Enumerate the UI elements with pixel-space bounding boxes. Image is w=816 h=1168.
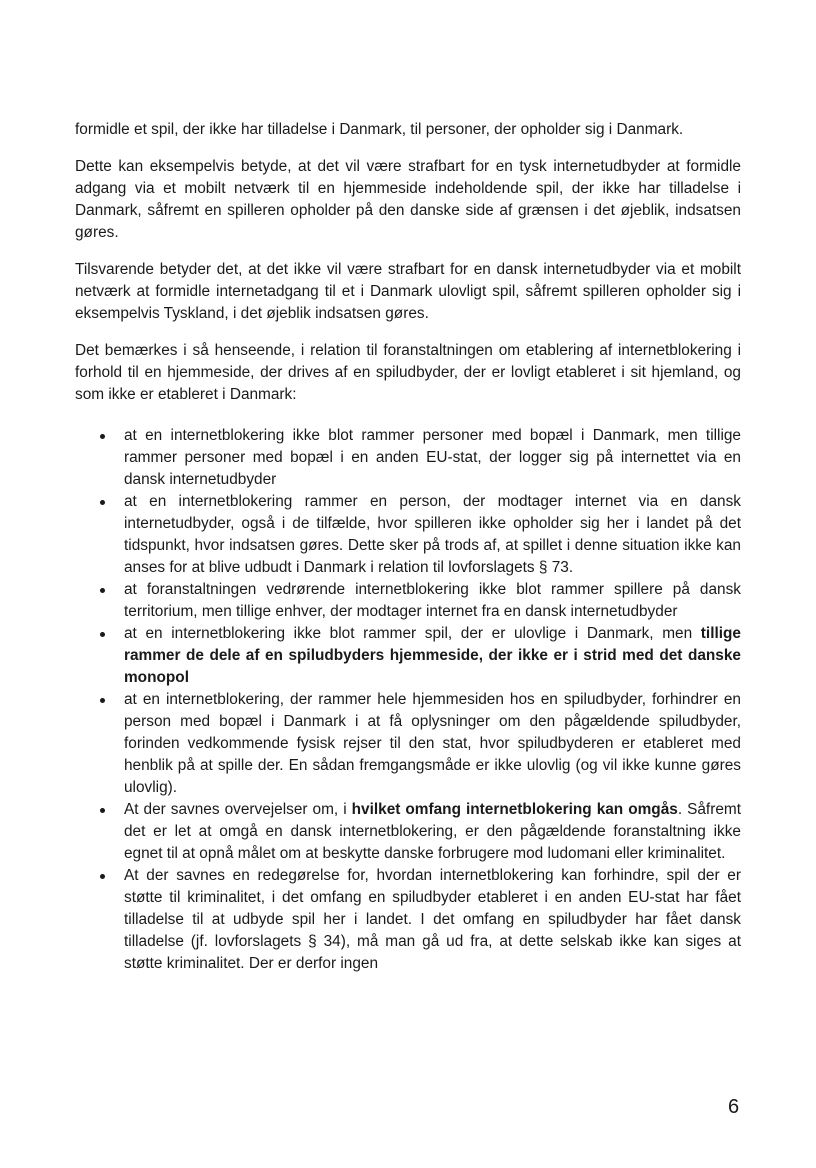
bullet-icon — [100, 874, 105, 879]
list-item: At der savnes overvejelser om, i hvilket omfang internetblokering kan omgås. Såfremt det er let at omgå en dansk internetblokering, er den pågældende foranstaltning ikke egnet til at opnå målet om at beskytte danske forbrugere mod ludomani eller kriminalitet. — [75, 799, 741, 865]
bold-emphasis: hvilket omfang internetblokering kan omgås — [351, 801, 678, 818]
page-number: 6 — [728, 1096, 740, 1118]
bullet-list — [75, 425, 741, 975]
paragraph-4: Det bemærkes i så henseende, i relation til foranstaltningen om etablering af internetblokering i forhold til en hjemmeside, der drives af en spiludbyder, der er lovligt etableret i sit hjemland, og som ikke er etableret i Danmark: — [75, 342, 741, 403]
bold-emphasis: tillige rammer de dele af en spiludbyders hjemmeside, der ikke er i strid med det danske monopol — [124, 625, 741, 686]
list-item: At der savnes en redegørelse for, hvordan internetblokering kan forhindre, spil der er støtte til kriminalitet, i det omfang en spiludbyder etableret i en anden EU-stat har fået tilladelse til at udbyde spil her i landet. I det omfang en spiludbyder har fået dansk tilladelse (jf. lovforslagets § 34), må man gå ud fra, at dette selskab ikke kan siges at støtte kriminalitet. Der er derfor ingen — [75, 865, 741, 975]
list-item: at en internetblokering ikke blot rammer spil, der er ulovlige i Danmark, men tillige rammer de dele af en spiludbyders hjemmeside, der ikke er i strid med det danske monopol — [75, 623, 741, 689]
list-item: at en internetblokering rammer en person, der modtager internet via en dansk internetudbyder, også i de tilfælde, hvor spilleren ikke opholder sig her i landet på det tidspunkt, hvor indsatsen gøres. Dette sker på trods af, at spillet i denne situation ikke kan anses for at blive udbudt i Danmark i relation til lovforslagets § 73. — [75, 491, 741, 579]
list-item: at en internetblokering ikke blot rammer personer med bopæl i Danmark, men tillige rammer personer med bopæl i en anden EU-stat, der logger sig på internettet via en dansk internetudbyder — [75, 425, 741, 491]
bullet-icon — [100, 698, 105, 703]
bullet-icon — [100, 434, 105, 439]
document-body — [75, 119, 741, 975]
bullet-icon — [100, 500, 105, 505]
paragraph-1: formidle et spil, der ikke har tilladelse i Danmark, til personer, der opholder sig i Danmark. — [75, 121, 684, 138]
bullet-icon — [100, 808, 105, 813]
paragraph-2: Dette kan eksempelvis betyde, at det vil være strafbart for en tysk internetudbyder at formidle adgang via et mobilt netværk til en hjemmeside indeholdende spil, der ikke har tilladelse i Danmark, såfremt en spilleren opholder på den danske side af grænsen i det øjeblik, indsatsen gøres. — [75, 158, 741, 241]
list-item: at foranstaltningen vedrørende internetblokering ikke blot rammer spillere på dansk territorium, men tillige enhver, der modtager internet fra en dansk internetudbyder — [75, 579, 741, 623]
bullet-icon — [100, 588, 105, 593]
bullet-icon — [100, 632, 105, 637]
paragraph-3: Tilsvarende betyder det, at det ikke vil være strafbart for en dansk internetudbyder via et mobilt netværk at formidle internetadgang til et i Danmark ulovligt spil, såfremt spilleren opholder sig i eksempelvis Tyskland, i det øjeblik indsatsen gøres. — [75, 261, 741, 322]
list-item: at en internetblokering, der rammer hele hjemmesiden hos en spiludbyder, forhindrer en person med bopæl i Danmark i at få oplysninger om den pågældende spiludbyder, forinden vedkommende fysisk rejser til den stat, hvor spiludbyderen er etableret med henblik på at spille der. En sådan fremgangsmåde er ikke ulovlig (og vil ikke kunne gøres ulovlig). — [75, 689, 741, 799]
